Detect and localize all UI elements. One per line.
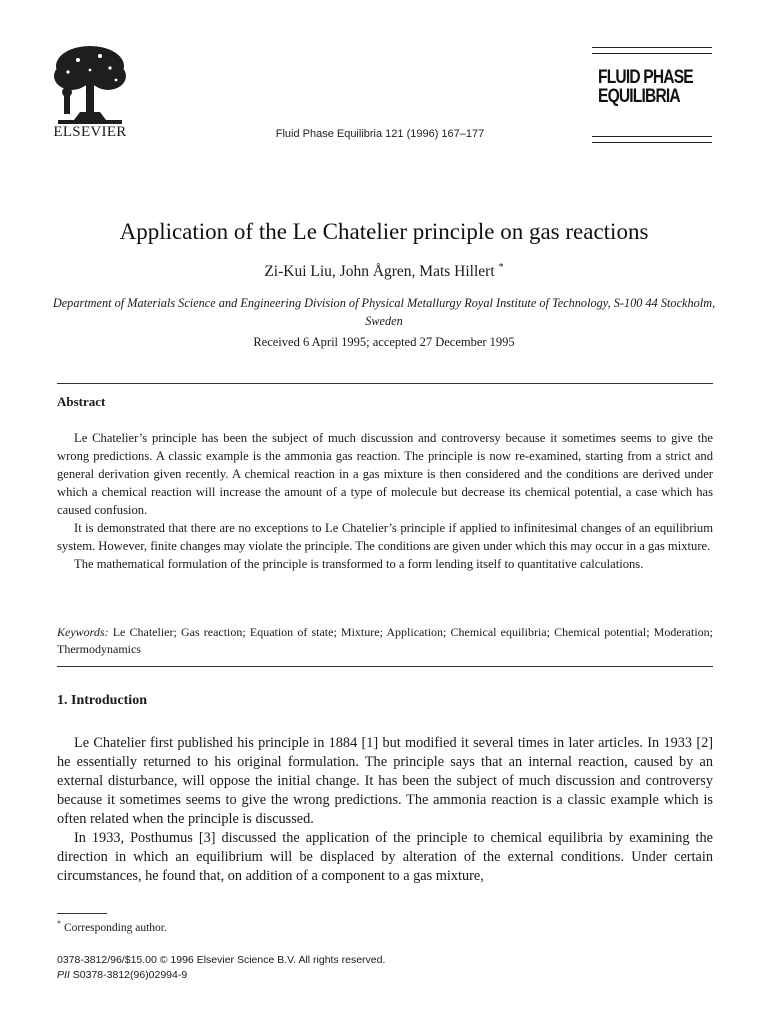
journal-logo [598, 68, 691, 106]
abstract-paragraph: Le Chatelier’s principle has been the subject of much discussion and controversy because it sometimes seems to give the wrong predictions. A classic example is the ammonia gas reaction. The principle is now re-examined, starting from a strict and general derivation given recently. A chemical reaction in a gas mixture is then considered and the conditions are derived under which a chemical reaction will increase the amount of a type of molecule but decrease its chemical potential, a case which has caused confusion. [57, 431, 713, 517]
author-mark: * [498, 262, 504, 273]
abstract-paragraph: The mathematical formulation of the principle is transformed to a form lending itself to quantitative calculations. [74, 557, 644, 571]
article-authors [0, 262, 768, 281]
footnote-rule [57, 913, 107, 914]
publisher-name: ELSEVIER [53, 124, 127, 140]
introduction-paragraph: Le Chatelier first published his principle in 1884 [1] but modified it several times in later articles. In 1933 [2] he essentially returned to his original formulation. The principle says that an internal reaction, caused by an external disturbance, will oppose the initial change. It has been the subject of much discussion and controversy because it sometimes seems to give the wrong predictions. The ammonia reaction is a classic example which is often related when the principle is discussed. [57, 735, 713, 827]
elsevier-tree-icon [50, 42, 130, 124]
journal-logo-line-2: EQUILIBRIA [598, 86, 680, 107]
rule-above-abstract [57, 383, 713, 384]
pii-line [57, 968, 385, 983]
abstract-body [57, 429, 713, 573]
journal-rule-bottom-2 [592, 142, 712, 143]
author-names: Zi-Kui Liu, John Ågren, Mats Hillert [264, 263, 495, 281]
introduction-heading: 1. Introduction [57, 693, 147, 708]
journal-rule-top [592, 47, 712, 48]
copyright-block [57, 953, 385, 983]
abstract-paragraph: It is demonstrated that there are no exceptions to Le Chatelier’s principle if applied to infinitesimal changes of an equilibrium system. However, finite changes may violate the principle. The conditions are given under which this may occur in a gas mixture. [57, 521, 713, 553]
keywords [57, 624, 713, 658]
journal-rule-bottom [592, 136, 712, 137]
received-dates: Received 6 April 1995; accepted 27 December 1995 [253, 335, 515, 349]
footnote-mark: * [57, 919, 61, 928]
introduction-paragraph: In 1933, Posthumus [3] discussed the application of the principle to chemical equilibria by examining the direction in which an equilibrium will be displaced by alteration of the external conditions. Under certain circumstances, he found that, on addition of a component to a gas mixture, [57, 830, 713, 884]
keywords-list: Le Chatelier; Gas reaction; Equation of state; Mixture; Application; Chemical equilibria; Chemical potential; Moderation; Thermodynamics [57, 625, 713, 656]
rule-below-abstract [57, 666, 713, 667]
article-title: Application of the Le Chatelier principle on gas reactions [119, 219, 649, 244]
pii-value: S0378-3812(96)02994-9 [72, 969, 188, 981]
footnote-text: Corresponding author. [64, 921, 167, 934]
introduction-body [57, 734, 713, 886]
journal-logo-line-1: FLUID PHASE [598, 67, 693, 88]
journal-rule-top-2 [592, 53, 712, 54]
footnote [57, 919, 167, 934]
keywords-label: Keywords: [57, 625, 109, 639]
copyright-line: 0378-3812/96/$15.00 © 1996 Elsevier Science B.V. All rights reserved. [57, 954, 386, 966]
journal-citation: Fluid Phase Equilibria 121 (1996) 167–177 [275, 128, 485, 140]
article-affiliation: Department of Materials Science and Engineering Division of Physical Metallurgy Royal Institute of Technology, S-100 44 Stockholm, Sweden [52, 296, 716, 328]
pii-label: PII [57, 969, 70, 981]
abstract-heading: Abstract [57, 394, 106, 409]
